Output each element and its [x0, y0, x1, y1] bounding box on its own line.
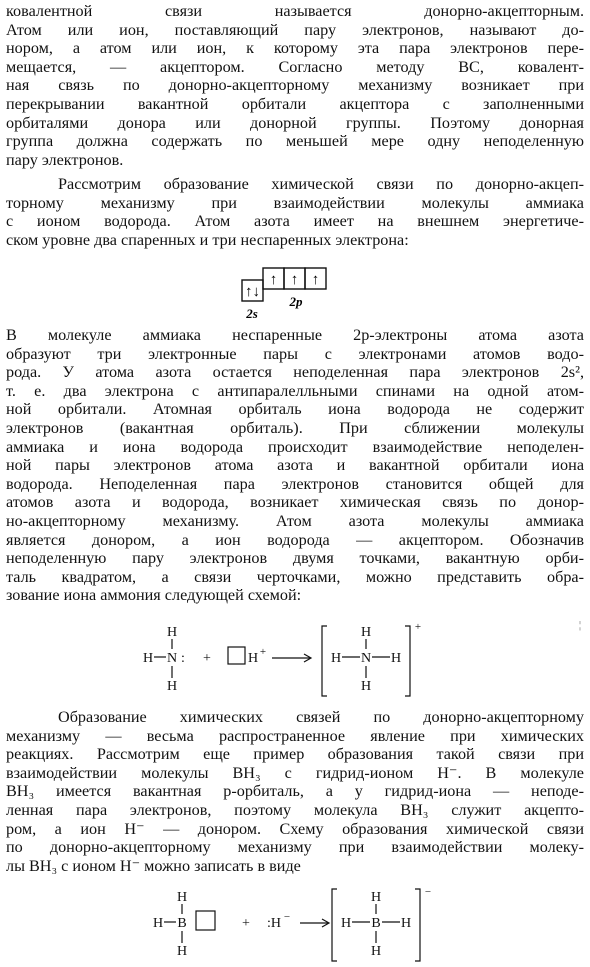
atom-h: H	[400, 916, 412, 931]
text-line: орбиталями донора или донорной группы. Поэтому донорная	[6, 113, 584, 132]
text-line: является донором, а ион водорода — акцептором. Обозначив	[6, 530, 584, 549]
atom-h: H	[142, 651, 154, 666]
text-line: образуют три электронные пары с электронами атомов водо-	[6, 344, 584, 363]
text-line: ной орбитали. Атомная орбиталь иона водорода не содержит	[6, 400, 584, 419]
atom-h: H	[330, 651, 342, 666]
borohydride-formation-scheme	[150, 885, 450, 965]
atom-b: B	[177, 916, 187, 931]
text-line: Рассмотрим образование химической связи по донорно-акцеп-	[58, 175, 584, 193]
paragraph-4	[6, 708, 584, 875]
paragraph-3	[6, 326, 584, 605]
text-line: Атом или ион, поставляющий пару электронов, называют до-	[6, 20, 584, 39]
p-orbital-arrow: ↑	[290, 272, 299, 288]
text-line: ной пары электронов атома азота и вакантной орбитали иона	[6, 456, 584, 475]
atom-h: H	[166, 625, 178, 640]
text-line: рода. У атома азота остается неподеленная пара электронов 2s²,	[6, 363, 584, 382]
text-line: мещается, — акцептором. Согласно методу ВС, ковалент-	[6, 57, 584, 76]
plus-sign: +	[242, 916, 250, 931]
margin-mark: ¦	[579, 620, 582, 631]
hydride-ion: :H	[267, 916, 281, 931]
atom-h: H	[166, 679, 178, 694]
p-orbital-arrow: ↑	[311, 272, 320, 288]
hydride-charge: −	[283, 911, 291, 923]
atom-h: H	[390, 651, 402, 666]
text-line: торному механизму при взаимодействии молекулы аммиака	[6, 193, 584, 212]
text-line: лы BH₃ с ионом H⁻ можно записать в виде	[6, 856, 301, 875]
text-line: ленная пара электронов, поэтому молекула BH₃ служит акцепто-	[6, 800, 584, 819]
text-line: ском уровне два спаренных и три неспаренных электрона:	[6, 230, 409, 249]
text-line: механизму — весьма распространенное явление при химических	[6, 726, 584, 745]
p-orbital-label: 2p	[289, 294, 303, 309]
text-line: BH₃ имеется вакантная p-орбиталь, а у гидрид-иона — неподе-	[6, 782, 584, 801]
s-orbital-label: 2s	[246, 306, 258, 321]
ion-charge: +	[414, 621, 422, 633]
s-orbital-arrows: ↑↓	[245, 284, 260, 300]
atom-h: H	[360, 625, 372, 640]
text-line: неподеленную пару электронов двумя точками, вакантную орби-	[6, 549, 584, 568]
text-line: атомов азота и водорода, возникает химическая связь по донор-	[6, 493, 584, 512]
text-line: электронов (вакантная орбиталь). При сближении молекулы	[6, 418, 584, 437]
text-line: таль квадратом, а связи черточками, можно представить обра-	[6, 567, 584, 586]
paragraph-2	[6, 175, 584, 249]
text-line: В молекуле аммиака неспаренные 2p-электроны атома азота	[6, 326, 584, 344]
text-line: водорода. Неподеленная пара электронов становится общей для	[6, 474, 584, 493]
atom-n: N	[166, 651, 178, 666]
text-line: ковалентной связи называется донорно-акцепторным.	[6, 2, 584, 20]
atom-n: N	[360, 651, 372, 666]
text-line: с ионом водорода. Атом азота имеет на внешнем энергетиче-	[6, 212, 584, 231]
proton: H	[247, 651, 259, 666]
text-line: Образование химических связей по донорно-акцепторному	[58, 708, 584, 726]
text-line: пару электронов.	[6, 150, 124, 169]
text-line: но-акцепторному механизму. Атом азота молекулы аммиака	[6, 511, 584, 530]
orbital-diagram	[238, 266, 338, 324]
ion-charge: −	[424, 886, 432, 898]
ammonium-formation-scheme	[140, 620, 440, 700]
atom-h: H	[370, 890, 382, 905]
text-line: по донорно-акцепторному механизму при взаимодействии молеку-	[6, 838, 584, 857]
text-line: нором, а атом или ион, к которому эта пара электронов пере-	[6, 39, 584, 58]
atom-h: H	[340, 916, 352, 931]
p-orbital-arrow: ↑	[269, 272, 278, 288]
lone-pair: :	[181, 651, 185, 666]
text-line: реакциях. Рассмотрим еще пример образования такой связи при	[6, 745, 584, 764]
paragraph-1	[6, 2, 584, 169]
proton-charge: +	[259, 646, 267, 658]
atom-h: H	[152, 916, 164, 931]
plus-sign: +	[203, 651, 211, 666]
atom-b: B	[371, 916, 381, 931]
text-line: т. е. два электрона с антипаралелльными спинами на одной атом-	[6, 381, 584, 400]
text-line: аммиака и иона водорода происходит взаимодействие неподелен-	[6, 437, 584, 456]
atom-h: H	[360, 679, 372, 694]
text-line: зование иона аммония следующей схемой:	[6, 586, 302, 605]
text-line: ная связь по донорно-акцепторному механизму возникает при	[6, 76, 584, 95]
atom-h: H	[370, 944, 382, 959]
text-line: перекрывании вакантной орбитали акцептора с заполненными	[6, 94, 584, 113]
text-line: взаимодействии молекулы BH₃ с гидрид-ионом H⁻. В молекуле	[6, 763, 584, 782]
atom-h: H	[176, 890, 188, 905]
text-line: ром, а ион H⁻ — донором. Схему образования химической связи	[6, 819, 584, 838]
text-line: группа должна содержать по меньшей мере одну неподеленную	[6, 132, 584, 151]
atom-h: H	[176, 944, 188, 959]
